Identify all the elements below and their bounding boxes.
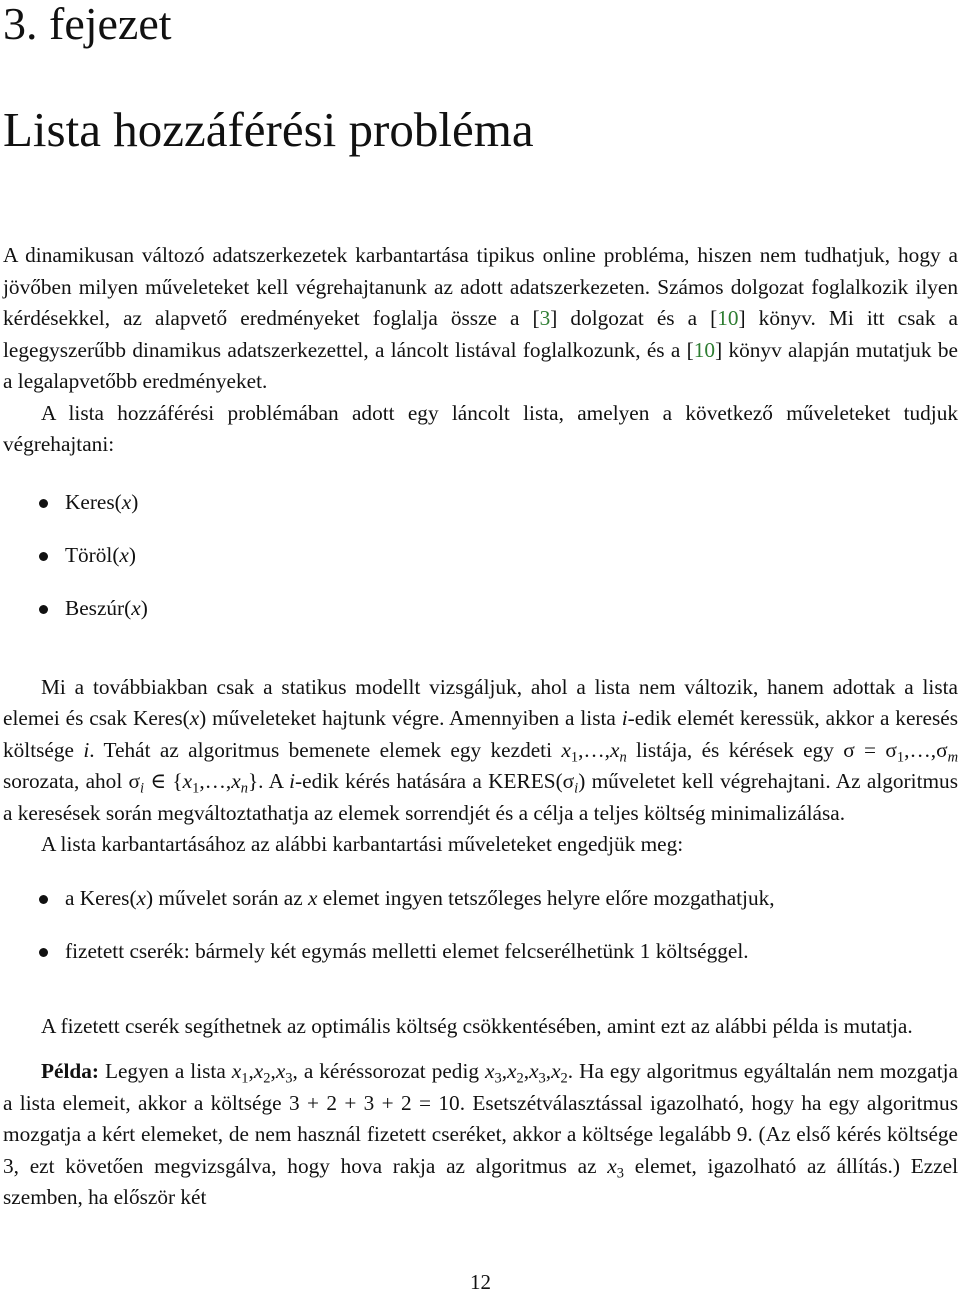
bullet-icon [39,948,48,957]
citation-link[interactable]: 3 [539,306,551,330]
maintenance-intro: A lista karbantartásához az alábbi karbantartási műveleteket engedjük meg: [41,832,684,856]
chapter-number: 3. fejezet [3,0,172,49]
maintenance-list [3,883,958,989]
bullet-icon [39,895,48,904]
operations-list [3,487,958,646]
citation-link[interactable]: 10 [717,306,739,330]
chapter-body [3,240,958,1214]
page-number: 12 [470,1270,491,1294]
list-item: fizetett cserék: bármely két egymás melletti elemet felcserélhetünk 1 költséggel. [3,936,958,989]
list-item: Keres(x) [3,487,958,540]
example-paragraph: Példa: Legyen a lista $x_1,x_2,x_3$, a kéréssorozat pedig $x_3,x_2,x_3,x_2$. Ha egy algoritmus egyáltalán nem mozgatja a lista elemeit, akkor a költsége 3 + 2 + 3 + 2 = 10. Esetszétválasztással igazolható, hogy ha egy algoritmus mozgatja a kért elemeket, de nem használ fizetett cseréket, akkor a költsége legalább 9. (Az első kérés költsége 3, ezt követően megvizsgálva, hogy hova rakja az algoritmus az $x_3$ elemet, igazolható az állítás.) Ezzel szemben, ha először két [3,1059,958,1209]
bullet-icon [39,499,48,508]
problem-paragraph: A lista hozzáférési problémában adott egy láncolt lista, amelyen a következő műveleteket tudjuk végrehajtani: [3,400,958,456]
intro-paragraph: A dinamikusan változó adatszerkezetek karbantartása tipikus online probléma, hiszen nem tudhatjuk, hogy a jövőben milyen műveleteket kell végrehajtanunk az adott adatszerkezeten. Számos dolgozat foglalkozik ilyen kérdésekkel, az alapvető eredményeket foglalja össze a [3] dolgozat és a [10] könyv. Mi itt csak a legegyszerűbb dinamikus adatszerkezettel, a láncolt listával foglalkozunk, és a [10] könyv alapján mutatjuk be a legalapvetőbb eredményeket. [3,243,958,393]
example-label: Példa: [41,1059,99,1083]
list-item: a Keres(x) művelet során az x elemet ingyen tetszőleges helyre előre mozgathatjuk, [3,883,958,936]
chapter-title: Lista hozzáférési probléma [3,102,534,157]
bullet-icon [39,605,48,614]
citation-link[interactable]: 10 [693,337,716,362]
list-item: Töröl(x) [3,540,958,593]
bullet-icon [39,552,48,561]
paid-swap-paragraph: A fizetett cserék segíthetnek az optimális költség csökkentésében, amint ezt az alábbi példa is mutatja. [41,1013,913,1038]
list-item: Beszúr(x) [3,593,958,646]
document-page [3,0,958,1297]
static-model-paragraph: Mi a továbbiakban csak a statikus modellt vizsgáljuk, ahol a lista nem változik, hanem adottak a lista elemei és csak Keres(x) műveleteket hajtunk végre. Amennyiben a lista i-edik elemét keressük, akkor a keresés költsége i. Tehát az algoritmus bemenete elemek egy kezdeti $x_1,\dots,x_n$ listája, és kérések egy $\sigma = \sigma_1,\dots,\sigma_m$ sorozata, ahol $\sigma_i$ ∈ $\{x_1,\dots,x_n\}$. A i-edik kérés hatására a $KERES(\sigma_i)$ műveletet kell végrehajtani. Az algoritmus a keresések során megváltoztathatja az elemek sorrendjét és a célja a teljes költség minimalizálása. [3,674,959,825]
